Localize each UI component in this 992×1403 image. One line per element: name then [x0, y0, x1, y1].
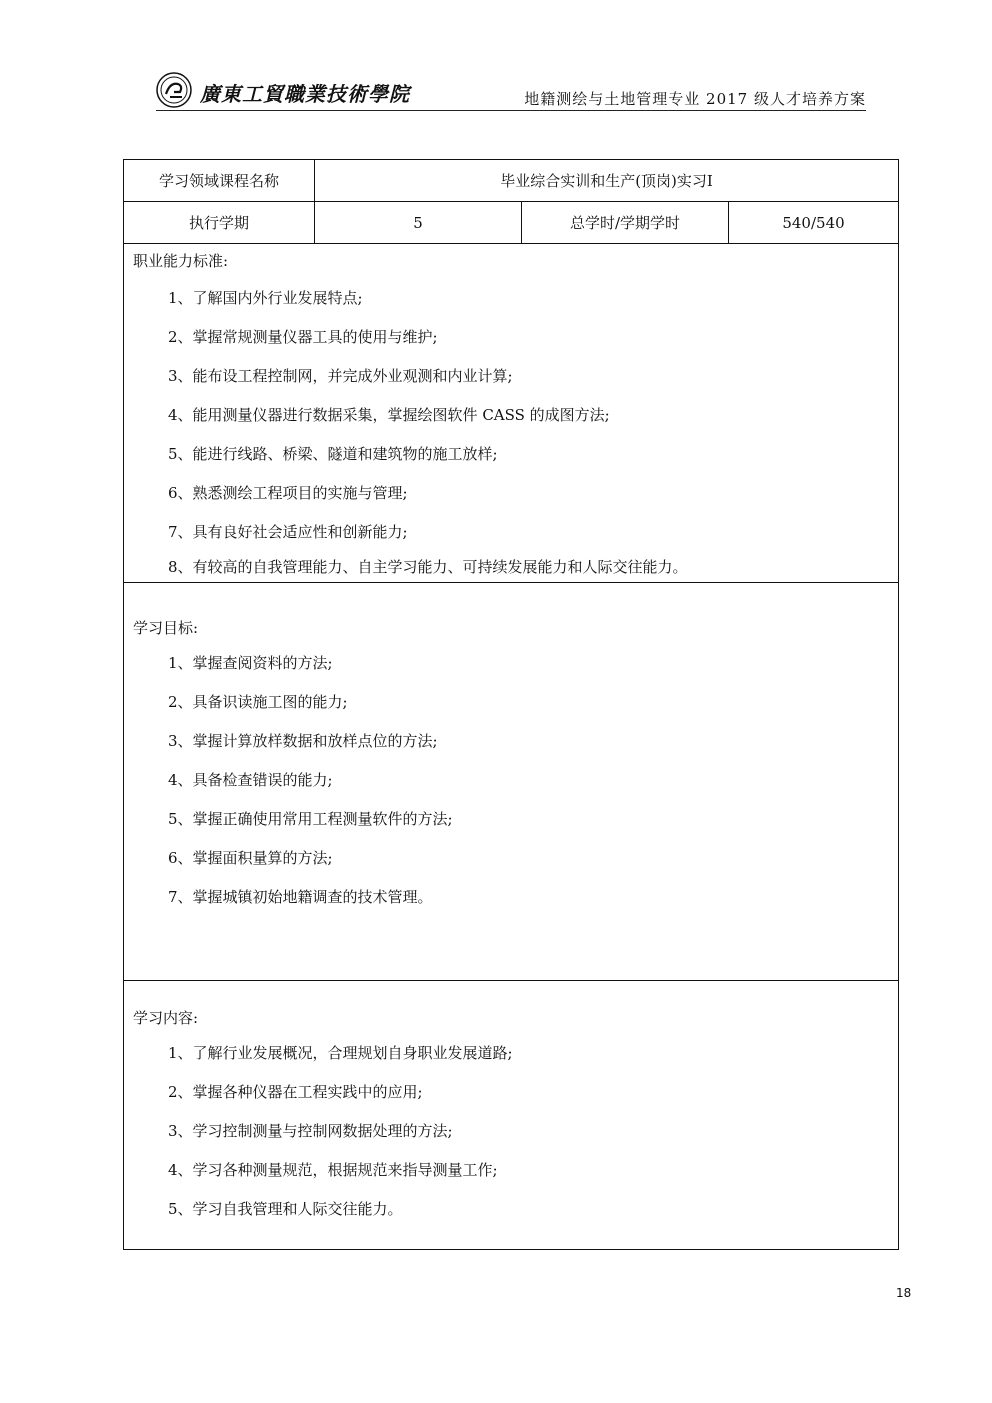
list-item: 4、具备检查错误的能力; — [168, 771, 333, 789]
list-item: 1、了解行业发展概况，合理规划自身职业发展道路; — [168, 1044, 513, 1062]
content-title: 学习内容: — [133, 1009, 199, 1027]
document-title: 地籍测绘与土地管理专业 2017 级人才培养方案 — [524, 90, 866, 108]
semester-label: 执行学期 — [124, 202, 315, 244]
list-item: 5、学习自我管理和人际交往能力。 — [168, 1200, 403, 1218]
content-section — [124, 981, 899, 1250]
course-name-label: 学习领域课程名称 — [124, 160, 315, 202]
page-number: 18 — [896, 1286, 912, 1300]
course-name-value: 毕业综合实训和生产(顶岗)实习Ⅰ — [315, 160, 899, 202]
competency-title: 职业能力标准: — [133, 252, 229, 270]
competency-row — [124, 244, 899, 583]
course-name-row — [124, 160, 899, 202]
list-item: 4、学习各种测量规范，根据规范来指导测量工作; — [168, 1161, 498, 1179]
list-item: 2、掌握各种仪器在工程实践中的应用; — [168, 1083, 423, 1101]
list-item: 2、掌握常规测量仪器工具的使用与维护; — [168, 328, 438, 346]
list-item: 1、了解国内外行业发展特点; — [168, 289, 363, 307]
school-name: 廣東工貿職業技術學院 — [200, 82, 410, 106]
list-item: 5、能进行线路、桥梁、隧道和建筑物的施工放样; — [168, 445, 498, 463]
hours-value: 540/540 — [729, 202, 899, 244]
list-item: 3、学习控制测量与控制网数据处理的方法; — [168, 1122, 453, 1140]
list-item: 7、掌握城镇初始地籍调查的技术管理。 — [168, 888, 433, 906]
hours-label: 总学时/学期学时 — [522, 202, 729, 244]
semester-row — [124, 202, 899, 244]
page-header — [156, 70, 866, 110]
list-item: 8、有较高的自我管理能力、自主学习能力、可持续发展能力和人际交往能力。 — [168, 558, 688, 576]
objectives-section — [124, 583, 899, 981]
competency-section — [124, 244, 899, 583]
school-logo-icon — [156, 72, 192, 108]
list-item: 3、能布设工程控制网，并完成外业观测和内业计算; — [168, 367, 513, 385]
list-item: 5、掌握正确使用常用工程测量软件的方法; — [168, 810, 453, 828]
list-item: 7、具有良好社会适应性和创新能力; — [168, 523, 408, 541]
objectives-title: 学习目标: — [133, 619, 199, 637]
list-item: 3、掌握计算放样数据和放样点位的方法; — [168, 732, 438, 750]
list-item: 6、掌握面积量算的方法; — [168, 849, 333, 867]
objectives-row — [124, 583, 899, 981]
list-item: 1、掌握查阅资料的方法; — [168, 654, 333, 672]
list-item: 2、具备识读施工图的能力; — [168, 693, 348, 711]
list-item: 6、熟悉测绘工程项目的实施与管理; — [168, 484, 408, 502]
header-divider — [156, 110, 866, 111]
list-item: 4、能用测量仪器进行数据采集，掌握绘图软件 CASS 的成图方法; — [168, 406, 610, 424]
semester-value: 5 — [315, 202, 522, 244]
content-row — [124, 981, 899, 1250]
course-table — [123, 159, 899, 1250]
